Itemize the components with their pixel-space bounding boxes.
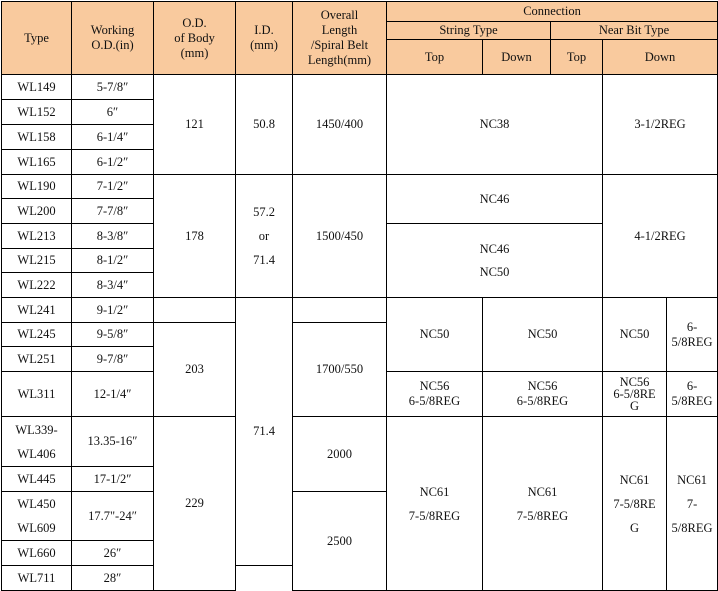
od-body-cell: 178: [154, 175, 236, 298]
type-cell: WL190: [2, 175, 72, 199]
connection-line: 7-5/8REG: [671, 496, 713, 535]
header-line: I.D.: [254, 23, 274, 37]
type-cell: WL251: [2, 347, 72, 372]
header-line: Working: [90, 23, 135, 37]
header-line: O.D.(in): [91, 38, 134, 52]
col-header-string-down: Down: [483, 40, 551, 75]
near-bit-connection-cell: 4-1/2REG: [603, 175, 718, 298]
working-od-cell: 6-1/2″: [72, 150, 154, 175]
working-od-cell: 26″: [72, 541, 154, 566]
id-cell: 71.4: [236, 298, 293, 566]
header-line: O.D.: [182, 15, 207, 30]
type-cell: WL158: [2, 125, 72, 150]
string-top-cell: NC50: [387, 298, 483, 372]
col-header-working-od: [72, 2, 154, 75]
table-row: [2, 175, 718, 199]
working-od-cell: 6″: [72, 100, 154, 125]
working-od-cell: 5-7/8″: [72, 75, 154, 100]
connection-line: NC61: [677, 472, 707, 487]
type-cell: [2, 417, 72, 467]
type-line: WL339-: [15, 422, 58, 437]
overall-length-cell: 1450/400: [293, 75, 387, 175]
string-type-connection-cell: NC46: [387, 175, 603, 224]
working-od-cell: 17-1/2″: [72, 467, 154, 492]
type-cell: WL200: [2, 199, 72, 224]
id-cell: 50.8: [236, 75, 293, 175]
col-header-string-top: Top: [387, 40, 483, 75]
col-header-od-body: [154, 2, 236, 75]
working-od-cell: 9-7/8″: [72, 347, 154, 372]
connection-line: G: [629, 520, 640, 535]
working-od-cell: 6-1/4″: [72, 125, 154, 150]
near-bit-down-cell: 6-5/8REG: [667, 372, 718, 417]
type-line: WL609: [17, 521, 56, 535]
type-line: WL450: [17, 497, 56, 511]
table-row: [2, 75, 718, 100]
near-bit-top-cell: [603, 372, 667, 417]
connection-line: NC61: [527, 484, 558, 499]
connection-line: NC50: [479, 264, 510, 279]
col-header-id: [236, 2, 293, 75]
overall-length-cell: 1500/450: [293, 175, 387, 298]
id-line: 71.4: [253, 253, 275, 267]
overall-length-cell: 1700/550: [293, 323, 387, 417]
working-od-cell: 17.7"-24″: [72, 492, 154, 541]
table-row: [2, 298, 718, 323]
table-body: [2, 75, 718, 591]
connection-line: 7-5/8REG: [408, 508, 461, 523]
type-cell: WL445: [2, 467, 72, 492]
col-header-overall-length: [293, 2, 387, 75]
type-cell: WL152: [2, 100, 72, 125]
working-od-cell: 7-7/8″: [72, 199, 154, 224]
od-body-cell: 229: [154, 417, 236, 591]
near-bit-top-cell: [603, 417, 667, 591]
connection-line: NC46: [479, 241, 510, 256]
connection-line: NC61: [419, 484, 450, 499]
near-bit-down-cell: [667, 417, 718, 591]
connection-line: NC56: [527, 379, 558, 393]
type-cell: WL149: [2, 75, 72, 100]
col-header-connection: Connection: [387, 2, 718, 22]
string-type-connection-cell: NC38: [387, 75, 603, 175]
col-header-near-bit-top: Top: [551, 40, 603, 75]
connection-line: 7-5/8REG: [516, 508, 569, 523]
type-cell: WL213: [2, 224, 72, 249]
connection-line: NC56: [619, 375, 650, 389]
working-od-cell: 8-1/2″: [72, 249, 154, 273]
connection-line: 6-5/8REG: [516, 394, 569, 408]
connection-line: 7-5/8RE: [613, 496, 656, 511]
id-line: 57.2: [253, 205, 275, 219]
string-top-cell: [387, 372, 483, 417]
overall-length-cell: 2000: [293, 417, 387, 492]
connection-line: 6-5/8REG: [408, 394, 461, 408]
string-down-cell: [483, 372, 603, 417]
connection-line: NC56: [419, 379, 450, 393]
type-cell: WL245: [2, 323, 72, 347]
id-cell: [236, 175, 293, 298]
near-bit-down-cell: 6-5/8REG: [667, 298, 718, 372]
near-bit-top-cell: NC50: [603, 298, 667, 372]
type-cell: WL241: [2, 298, 72, 323]
type-cell: WL311: [2, 372, 72, 417]
header-line: of Body: [174, 30, 215, 45]
od-body-cell: 121: [154, 75, 236, 175]
col-header-string-type: String Type: [387, 22, 551, 40]
table-header: [2, 2, 718, 75]
connection-line: NC61: [619, 472, 650, 487]
header-line: Overall: [320, 8, 359, 22]
type-cell: WL165: [2, 150, 72, 175]
string-top-cell: [387, 417, 483, 591]
header-line: Length(mm): [307, 53, 372, 67]
string-type-connection-cell: [387, 224, 603, 298]
working-od-cell: 9-5/8″: [72, 323, 154, 347]
overall-length-cell: 2500: [293, 492, 387, 591]
working-od-cell: 8-3/8″: [72, 224, 154, 249]
type-cell: WL711: [2, 566, 72, 591]
connection-line: G: [629, 399, 640, 413]
working-od-cell: 13.35-16″: [72, 417, 154, 467]
near-bit-connection-cell: 3-1/2REG: [603, 75, 718, 175]
table-row: [2, 417, 718, 467]
col-header-type: Type: [2, 2, 72, 75]
string-down-cell: [483, 417, 603, 591]
header-line: (mm): [180, 45, 209, 60]
type-cell: [2, 492, 72, 541]
header-line: /Spiral Belt: [310, 38, 369, 52]
working-od-cell: 9-1/2″: [72, 298, 154, 323]
connection-line: 6-5/8RE: [613, 387, 656, 401]
connection-spec-table: [1, 1, 718, 591]
working-od-cell: 7-1/2″: [72, 175, 154, 199]
type-cell: WL215: [2, 249, 72, 273]
od-body-cell: 203: [154, 323, 236, 417]
working-od-cell: 8-3/4″: [72, 273, 154, 298]
string-down-cell: NC50: [483, 298, 603, 372]
overall-length-cell: [293, 298, 387, 323]
col-header-near-bit-type: Near Bit Type: [551, 22, 718, 40]
type-cell: WL222: [2, 273, 72, 298]
working-od-cell: 12-1/4″: [72, 372, 154, 417]
header-line: Length: [321, 23, 358, 37]
id-line: or: [258, 229, 270, 243]
col-header-near-bit-down: Down: [603, 40, 718, 75]
type-line: WL406: [17, 446, 56, 461]
working-od-cell: 28″: [72, 566, 154, 591]
header-line: (mm): [250, 38, 278, 52]
od-body-cell: [154, 298, 236, 323]
type-cell: WL660: [2, 541, 72, 566]
